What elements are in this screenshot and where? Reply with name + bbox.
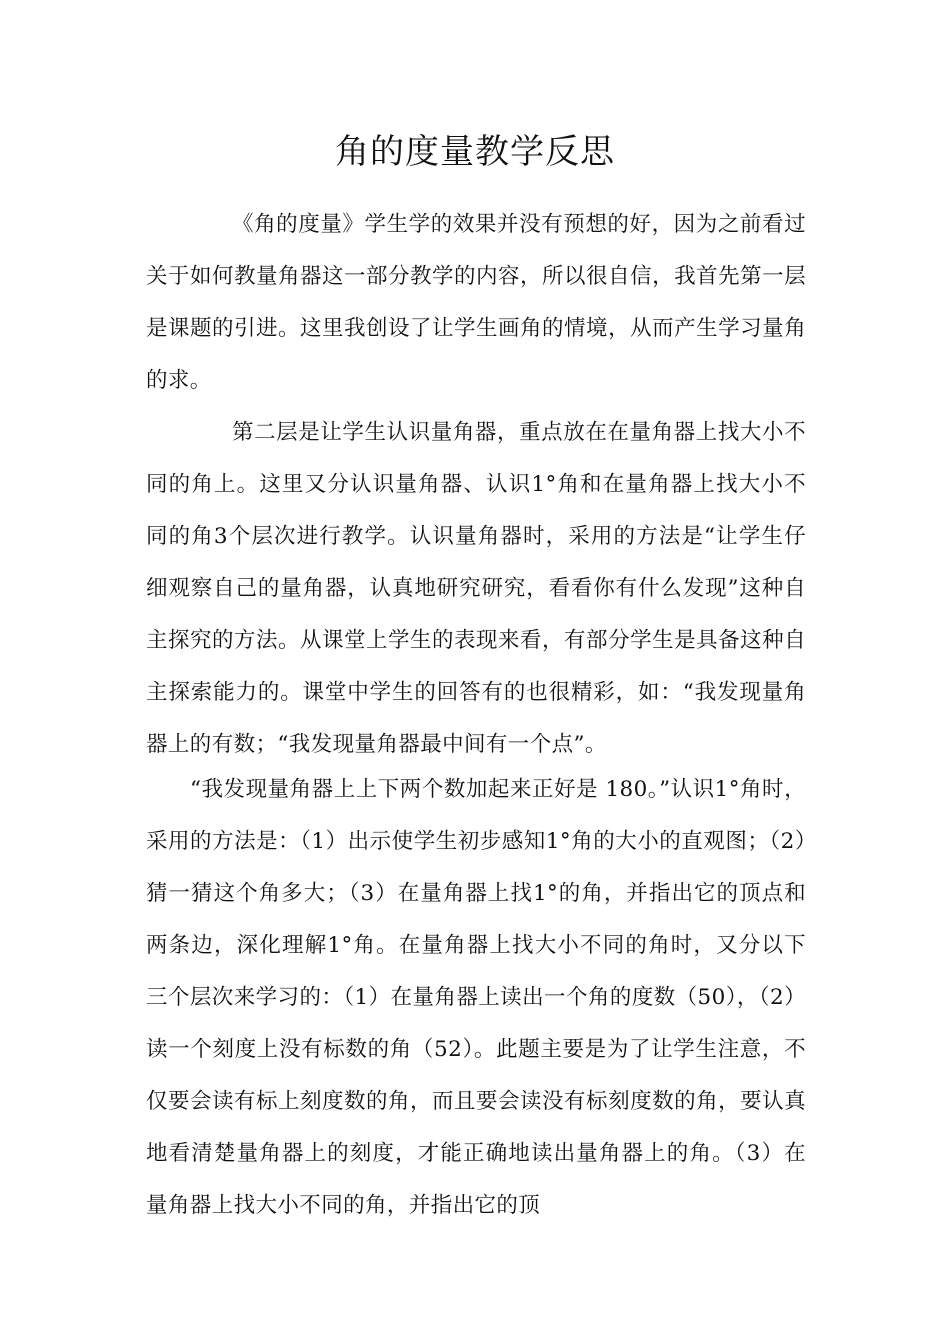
- paragraph-2: 第二层是让学生认识量角器，重点放在在量角器上找大小不同的角上。这里又分认识量角器、认识1°角和在量角器上找大小不同的角3个层次进行教学。认识量角器时，采用的方法是“让学生仔细观察自己的量角器，认真地研究研究，看看你有什么发现”这种自主探究的方法。从课堂上学生的表现来看，有部分学生是具备这种自主探索能力的。课堂中学生的回答有的也很精彩，如：“我发现量角器上的有数；“我发现量角器最中间有一个点”。: [146, 420, 806, 757]
- paragraph-3: “我发现量角器上上下两个数加起来正好是 180。”认识1°角时，采用的方法是：（1）出示使学生初步感知1°角的大小的直观图；（2）猜一猜这个角多大；（3）在量角器上找1°的角，并指出它的顶点和两条边，深化理解1°角。在量角器上找大小不同的角时，又分以下三个层次来学习的：（1）在量角器上读出一个角的度数（50），（2）读一个刻度上没有标数的角（52）。此题主要是为了让学生注意，不仅要会读有标上刻度数的角，而且要会读没有标刻度数的角，要认真地看清楚量角器上的刻度，才能正确地读出量角器上的角。（3）在量角器上找大小不同的角，并指出它的顶: [146, 777, 806, 1218]
- document-title: 角的度量教学反思: [335, 132, 615, 172]
- paragraph-1: 《角的度量》学生学的效果并没有预想的好，因为之前看过关于如何教量角器这一部分教学的内容，所以很自信，我首先第一层是课题的引进。这里我创设了让学生画角的情境，从而产生学习量角的求。: [146, 212, 806, 393]
